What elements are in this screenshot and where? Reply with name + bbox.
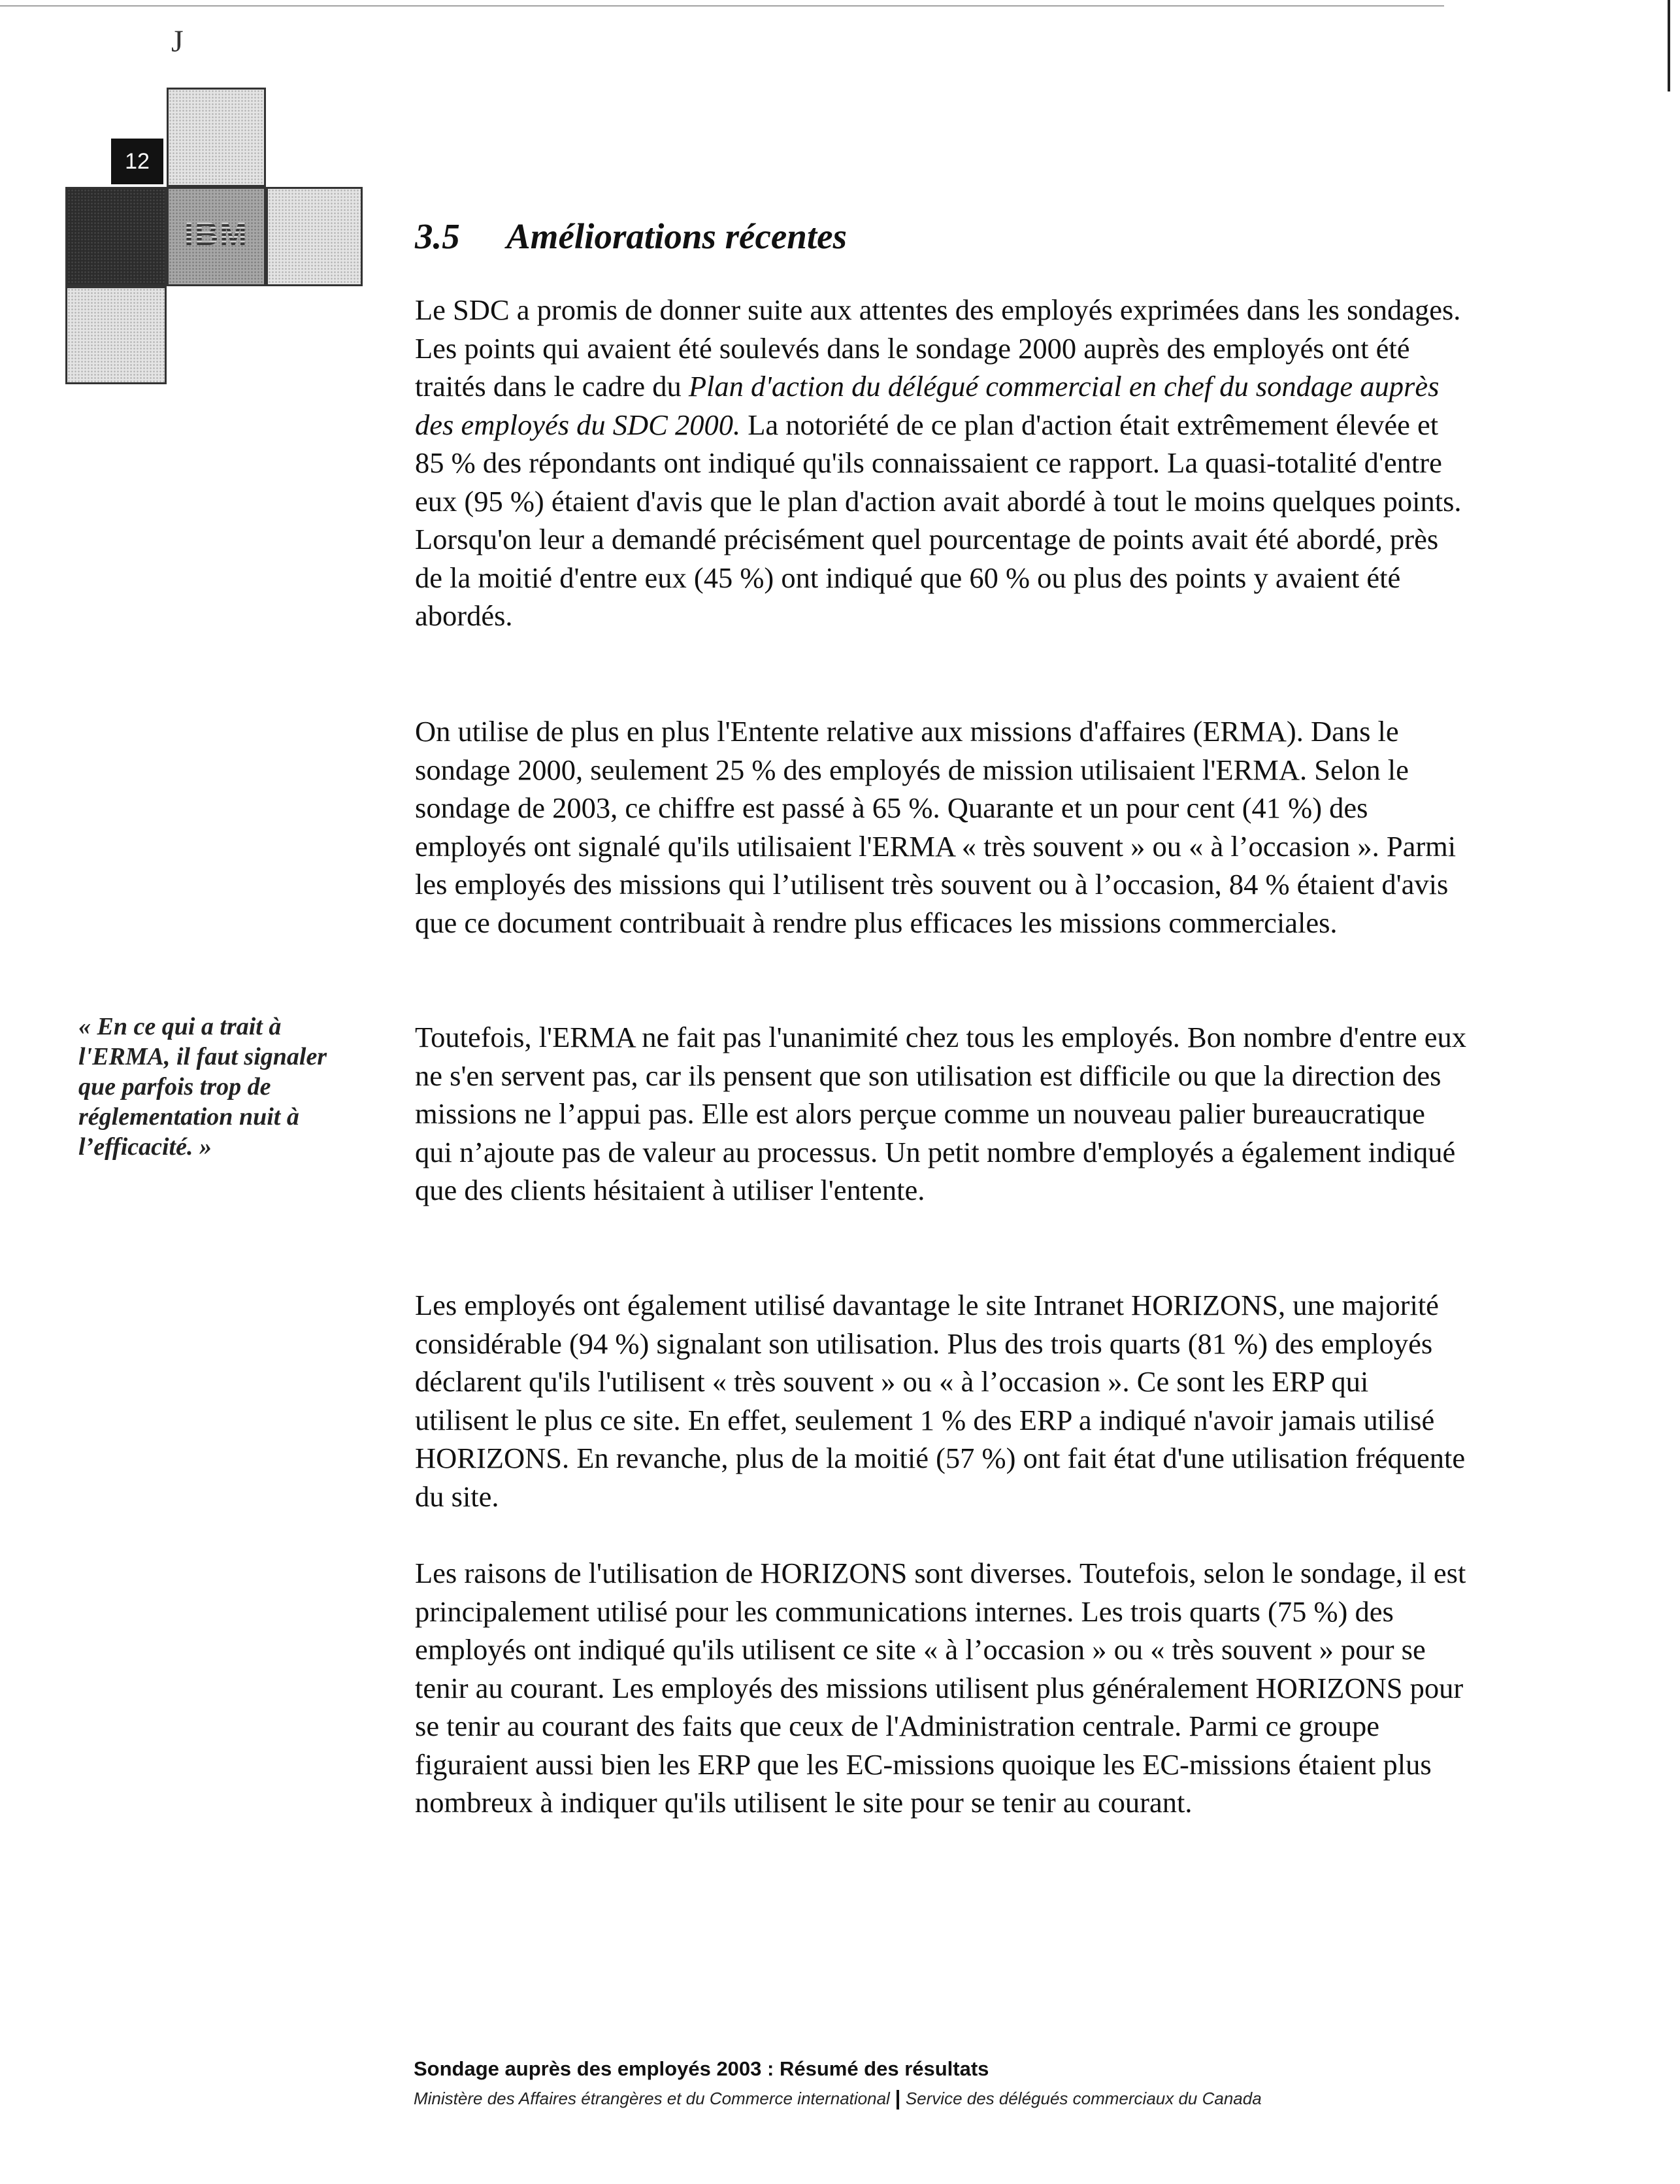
corner-mark: J bbox=[171, 24, 184, 59]
paragraph-1-text: Le SDC a promis de donner suite aux attentes des employés exprimées dans les sondages. Les points qui avaient été soulevés dans le sondage 2000 auprès des employés ont été traités dans le cadre du bbox=[415, 293, 1461, 403]
section-number: 3.5 bbox=[415, 216, 460, 256]
footer-service: Service des délégués commerciaux du Canada bbox=[905, 2089, 1262, 2108]
action-plan-title: Plan d'action du délégué commercial en chef du sondage auprès des employés du SDC 2000. bbox=[415, 370, 1440, 441]
header-tile-bottom bbox=[65, 286, 167, 384]
paragraph-5-text: Les raisons de l'utilisation de HORIZONS sont diverses. Toutefois, selon le sondage, il est principalement utilisé pour les communications internes. Les trois quarts (75 %) des employés ont indiqué qu'ils utilisent ce site « à l’occasion » ou « très souvent » pour se tenir au courant. Les employés des missions utilisent plus généralement HORIZONS pour se tenir au courant des faits que ceux de l'Administration centrale. Parmi ce groupe figuraient aussi bien les ERP que les EC-missions quoique les EC-missions étaient plus nombreux à indiquer qu'ils utilisent le site pour se tenir au courant. bbox=[415, 1557, 1466, 1819]
section-heading bbox=[415, 216, 847, 257]
section-title: Améliorations récentes bbox=[506, 216, 847, 256]
paragraph-5 bbox=[415, 1554, 1467, 1822]
paragraph-1-text-end: La notoriété de ce plan d'action était extrêmement élevée et 85 % des répondants ont indiqué qu'ils connaissaient ce rapport. La quasi-totalité d'entre eux (95 %) étaient d'avis que le plan d'action avait abordé à tout le moins quelques points. Lorsqu'on leur a demandé précisément quel pourcentage de points avait été abordé, près de la moitié d'entre eux (45 %) ont indiqué que 60 % ou plus des points y avaient été abordés. bbox=[415, 408, 1462, 632]
paragraph-4 bbox=[415, 1286, 1467, 1515]
footer-subtitle bbox=[414, 2089, 1262, 2110]
paragraph-4-text: Les employés ont également utilisé davantage le site Intranet HORIZONS, une majorité considérable (94 %) signalant son utilisation. Plus des trois quarts (81 %) des employés déclarent qu'ils l'utilisent « très souvent » ou « à l’occasion ». Ce sont les ERP qui utilisent le plus ce site. En effet, seulement 1 % des ERP a indiqué n'avoir jamais utilisé HORIZONS. En revanche, plus de la moitié (57 %) ont fait état d'une utilisation fréquente du site. bbox=[415, 1289, 1466, 1513]
paragraph-2-text: On utilise de plus en plus l'Entente relative aux missions d'affaires (ERMA). Dans le sondage 2000, seulement 25 % des employés de mission utilisaient l'ERMA. Selon le sondage de 2003, ce chiffre est passé à 65 %. Quarante et un pour cent (41 %) des employés ont signalé qu'ils utilisaient l'ERMA « très souvent » ou « à l’occasion ». Parmi les employés des missions qui l’utilisent très souvent ou à l’occasion, 84 % étaient d'avis que ce document contribuait à rendre plus efficaces les missions commerciales. bbox=[415, 715, 1457, 939]
header-tile-dark bbox=[65, 187, 167, 286]
scan-right-edge bbox=[1668, 0, 1670, 91]
footer-separator bbox=[897, 2090, 899, 2110]
footer-ministry: Ministère des Affaires étrangères et du Commerce international bbox=[414, 2089, 890, 2108]
pull-quote: « En ce qui a trait à l'ERMA, il faut signaler que parfois trop de réglementation nuit à l’efficacité. » bbox=[78, 1013, 327, 1161]
logo-tile bbox=[167, 187, 266, 286]
paragraph-3 bbox=[415, 1018, 1467, 1210]
paragraph-3-text: Toutefois, l'ERMA ne fait pas l'unanimité chez tous les employés. Bon nombre d'entre eux ne s'en servent pas, car ils pensent que son utilisation est difficile ou que la direction des missions ne l’appui pas. Elle est alors perçue comme un nouveau palier bureaucratique qui n’ajoute pas de valeur au processus. Un petit nombre d'employés a également indiqué que des clients hésitaient à utiliser l'entente. bbox=[415, 1021, 1466, 1206]
paragraph-1 bbox=[415, 291, 1467, 635]
header-tile-right bbox=[266, 187, 363, 286]
ibm-logo: IBM bbox=[169, 215, 264, 253]
scan-top-edge bbox=[0, 5, 1444, 7]
page-number: 12 bbox=[111, 139, 163, 184]
header-tile-top bbox=[167, 88, 266, 187]
footer-title: Sondage auprès des employés 2003 : Résumé des résultats bbox=[414, 2057, 989, 2080]
paragraph-2 bbox=[415, 712, 1467, 942]
